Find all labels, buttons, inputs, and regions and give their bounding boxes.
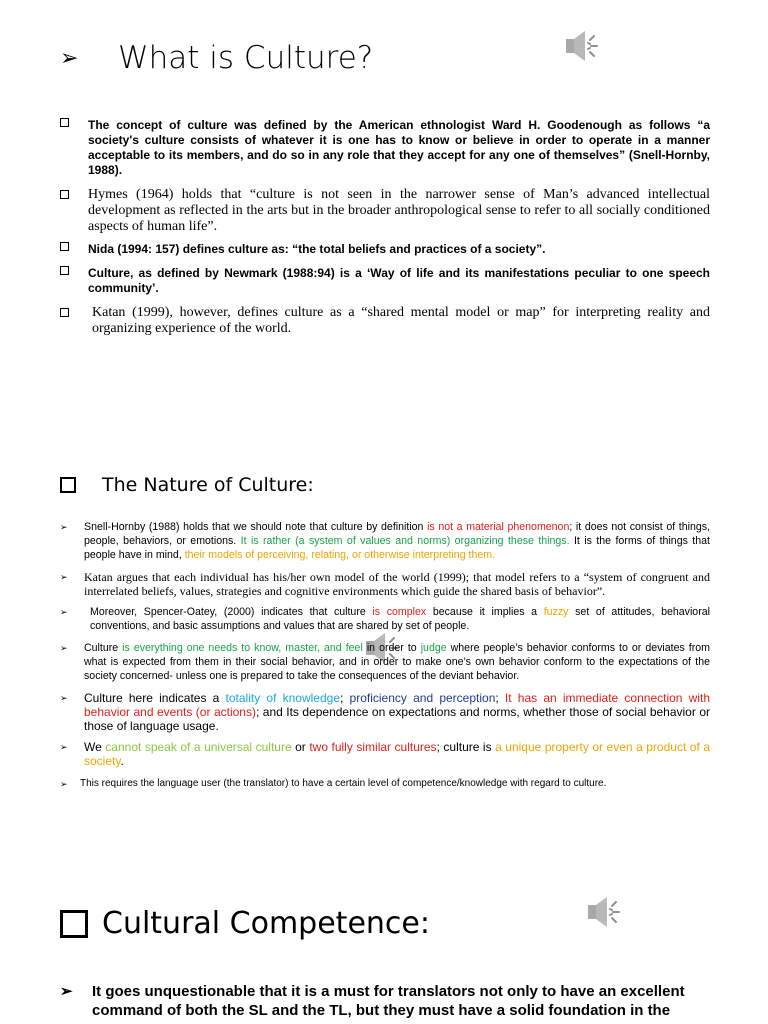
list-item: Katan (1999), however, defines culture as a “shared mental model or map” for interpreting reality and organizing experience of the world.	[60, 305, 710, 337]
list-item: ➢ Culture is everything one needs to know, master, and feel in order to judge where people’s behavior conforms to or deviates from what is expected from them in their social behavior, and in order to make one’s own behavior conform to the expectations of the society concerned- unless one is prepared to take the consequences of the deviant behavior.	[60, 642, 710, 682]
list-item: ➢ We cannot speak of a universal culture or two fully similar cultures; culture is a unique property or even a product of a society.	[60, 740, 710, 768]
checkbox-bullet-icon	[60, 118, 69, 127]
arrow-bullet-icon: ➢	[60, 742, 68, 752]
section-title-text: What is Culture?	[118, 40, 374, 76]
section-title-cultural-competence	[60, 906, 430, 941]
section-title-text: The Nature of Culture:	[102, 474, 314, 496]
arrow-bullet-icon: ➢	[60, 643, 68, 653]
list-item: Culture, as defined by Newmark (1988:94) is a ‘Way of life and its manifestations peculiar to one speech community’.	[60, 266, 710, 296]
list-item: ➢ It goes unquestionable that it is a must for translators not only to have an excellent command of both the SL and the TL, but they must have a solid foundation in the	[60, 983, 685, 1019]
list-item: ➢ This requires the language user (the translator) to have a certain level of competence/knowledge with regard to culture.	[60, 778, 607, 789]
checkbox-bullet-icon	[60, 190, 69, 199]
checkbox-bullet-icon	[60, 266, 69, 275]
arrow-bullet-icon: ➢	[60, 779, 68, 789]
list-item: Nida (1994: 157) defines culture as: “the total beliefs and practices of a society”.	[60, 242, 710, 257]
list-item: ➢ Katan argues that each individual has his/her own model of the world (1999); that model refers to a “system of congruent and interrelated beliefs, values, strategies and cognitive environments which guide the shared basis of behavior”.	[60, 570, 710, 598]
list-item: ➢ Culture here indicates a totality of knowledge; proficiency and perception; It has an immediate connection with behavior and events (or actions); and Its dependence on expectations and norms, whether those of social behavior or those of language usage.	[60, 691, 711, 733]
list-item: The concept of culture was defined by the American ethnologist Ward H. Goodenough as follows “a society's culture consists of whatever it is one has to know or believe in order to operate in a manner acceptable to its members, and do so in any role that they accept for any one of themselves” (Snell-Hornby, 1988).	[60, 118, 710, 178]
arrow-bullet-icon: ➢	[60, 572, 68, 582]
list-item: ➢ Snell-Hornby (1988) holds that we should note that culture by definition is not a material phenomenon; it does not consist of things, people, behaviors, or emotions. It is rather (a system of values and norms) organizing these things. It is the forms of things that people have in mind, their models of perceiving, relating, or otherwise interpreting them.	[60, 521, 710, 561]
checkbox-bullet-icon	[60, 477, 76, 493]
list-item: ➢ Moreover, Spencer-Oatey, (2000) indicates that culture is complex because it implies a fuzzy set of attitudes, behavioral conventions, and basic assumptions and values that are shared by set of people.	[60, 606, 710, 632]
arrow-bullet-icon: ➢	[60, 45, 79, 71]
checkbox-bullet-icon	[60, 910, 88, 938]
checkbox-bullet-icon	[60, 308, 69, 317]
arrow-bullet-icon: ➢	[60, 983, 73, 1000]
checkbox-bullet-icon	[60, 242, 69, 251]
arrow-bullet-icon: ➢	[60, 607, 68, 617]
section-title-text: Cultural Competence:	[102, 906, 430, 941]
arrow-bullet-icon: ➢	[60, 693, 68, 703]
speaker-icon[interactable]	[585, 894, 625, 930]
section-title-what-is-culture	[60, 40, 373, 76]
speaker-icon[interactable]	[563, 28, 603, 64]
section-title-nature-of-culture	[60, 474, 314, 496]
list-item: Hymes (1964) holds that “culture is not seen in the narrower sense of Man’s advanced intellectual development as reflected in the arts but in the broader anthropological sense to refer to all socially conditioned aspects of human life”.	[60, 187, 710, 235]
arrow-bullet-icon: ➢	[60, 522, 68, 532]
